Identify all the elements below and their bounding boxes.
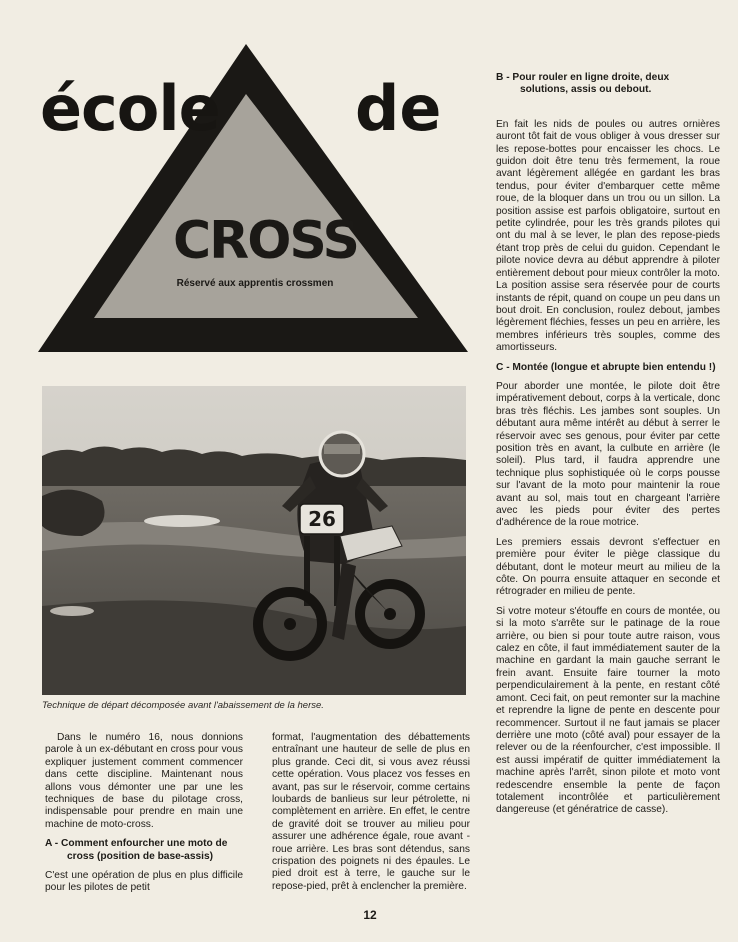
intro-paragraph: Dans le numéro 16, nous donnions parole à un ex-débutant en cross pour vous expliquer justement comment commencer dans cette discipline. Maintenant nous allons vous démonter une par une les techniques de base du pilotage cross, indispensable pour prendre en main une machine de moto-cross. <box>45 732 243 830</box>
text-column-3 <box>496 72 720 824</box>
section-b-heading: B - Pour rouler en ligne droite, deux solutions, assis ou debout. <box>496 72 670 96</box>
ecole-de-cross-logo <box>30 40 475 355</box>
motocross-photo <box>42 386 466 695</box>
section-c-paragraph-3: Si votre moteur s'étouffe en cours de montée, ou si la moto s'arrête sur le patinage de la roue arrière, ou bien si pour toute autre raison, vous calez en côte, il faut immédiatement sauter de la machine en gardant la main gauche serrant le frein avant. Ensuite faire tourner la moto perpendiculairement à la pente, en restant côté amont. Ceci fait, on peut remonter sur la machine et reprendre la ligne de pente en descente pour recommencer. Surtout il ne faut jamais se placer derrière une moto (côté aval) pour essayer de la relever ou de la réenfourcher, c'est impossible. Il est aussi impératif de quitter immédiatement la machine après l'arrêt, sinon pilote et moto vont redescendre ensemble la pente de façon totalement incontrôlée et particulièrement dangereuse (et génératrice de casse). <box>496 605 720 816</box>
text-column-2 <box>272 732 470 900</box>
page-number: 12 <box>363 908 377 922</box>
section-c-paragraph-1: Pour aborder une montée, le pilote doit être impérativement debout, corps à la verticale, donc bras très fléchis. Les jambes sont souples. Un débutant aura même intérêt au début à serrer le réservoir avec ses genous, pour éviter par cette position très en avant, la culbute en arrière (le soleil). Plus tard, il faudra apprendre une technique plus sophistiquée où le corps pousse sur l'avant de la moto pour maintenir la roue avant au sol, mais tout en chargeant l'arrière avec les pieds pour éviter des pertes d'adhérence de la roue motrice. <box>496 380 720 529</box>
section-b-paragraph: En fait les nids de poules ou autres ornières auront tôt fait de vous obliger à vous dresser sur les repose-bottes pour encaisser les chocs. Le guidon doit être tenu très fermement, la roue avant légèrement allégée en gardant les bras tendus, pour éviter d'embarquer cette même roue, de la bloquer dans un trou ou un sillon. La position assise est parfois obligatoire, surtout en petite cylindrée, pour les très grands pilotes qui ont du mal à se lever, le plan des repose-pieds étant trop près de celui du guidon. Cependant le pilote novice devra au début apprendre à piloter entièrement debout pour mieux contrôler la moto. La position assise sera réservée pour de courts instants de répit, quand on coupe un peu dans un bout droit. En conclusion, roulez debout, jambes légèrement fléchies, fesses un peu en arrière, les membres inférieurs très souples, comme des amortisseurs. <box>496 118 720 354</box>
section-c-paragraph-2: Les premiers essais devront s'effectuer en première pour éviter le piège classique du débutant, dont le moteur meurt au milieu de la côte. On pourra ensuite attaquer en seconde et rétrograder en milieu de pente. <box>496 536 720 598</box>
title-subtitle: Réservé aux apprentis crossmen <box>176 278 334 289</box>
number-plate-text: 26 <box>308 507 336 531</box>
section-a-heading: A - Comment enfourcher une moto de cross (position de base-assis) <box>45 838 228 862</box>
text-column-1 <box>45 732 243 902</box>
section-c-heading: C - Montée (longue et abrupte bien entendu !) <box>496 361 716 373</box>
title-word-cross: CROSS <box>173 211 358 271</box>
title-word-de: de <box>355 72 442 145</box>
title-word-ecole: école <box>40 72 220 145</box>
section-a-continued-paragraph: format, l'augmentation des débattements entraînant une hauteur de selle de plus en plus grande. Ceci dit, si vous avez réussi cette opération. Vous placez vos fesses en avant, pas sur le réservoir, comme certains loubards de banlieus sur leur pétrolette, ni complètement en arrière. En effet, le centre de gravité doit se trouver au milieu pour assurer une adhérence égale, roue avant - roue arrière. Les bras sont détendus, sans crispation des poignets ni des épaules. Le pied droit est à terre, le gauche sur le repose-pied, prêt à enclencher la première. <box>272 732 470 892</box>
section-a-paragraph: C'est une opération de plus en plus difficile pour les pilotes de petit <box>45 870 243 894</box>
photo-caption: Technique de départ décomposée avant l'abaissement de la herse. <box>42 700 324 711</box>
